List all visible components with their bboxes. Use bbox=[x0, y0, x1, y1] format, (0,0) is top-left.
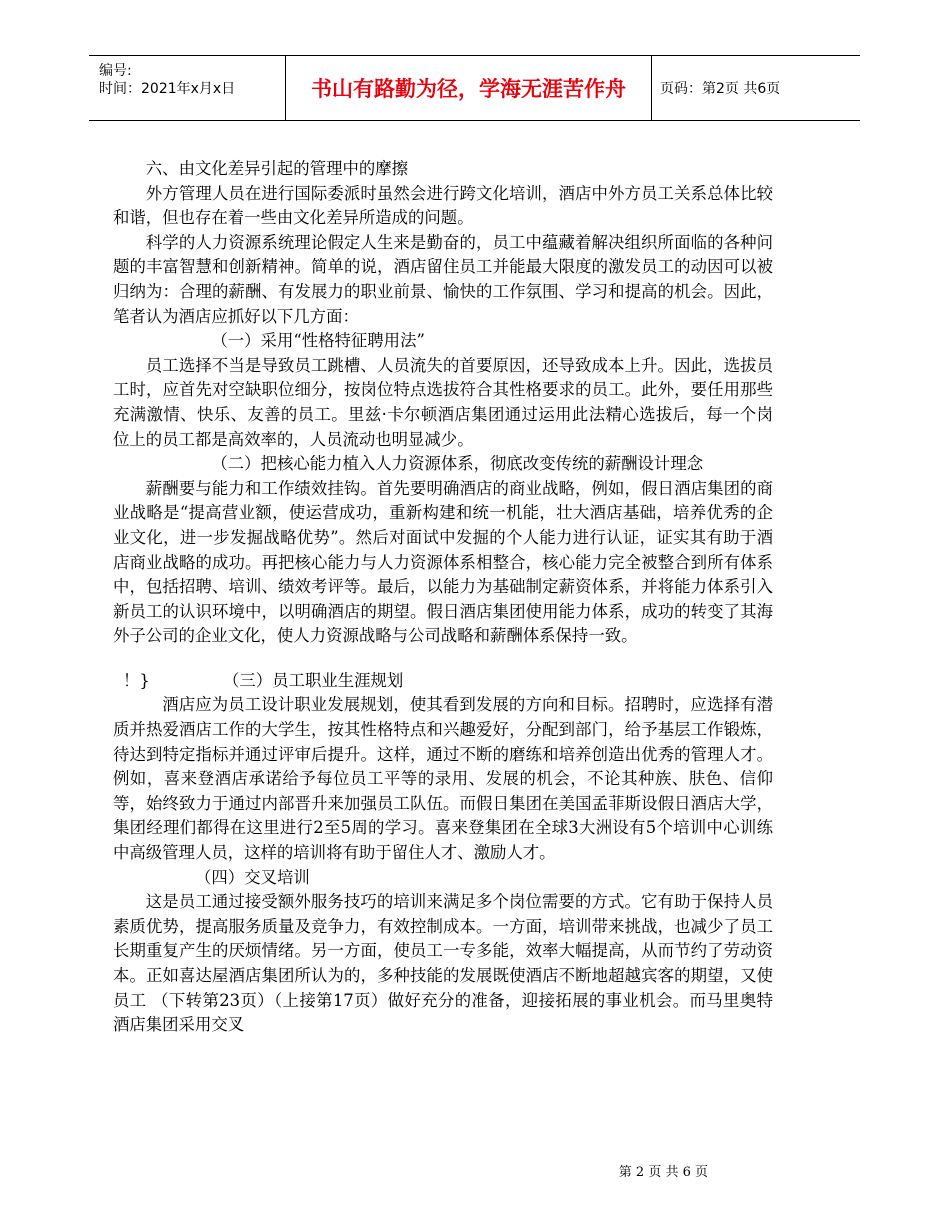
header-motto: 书山有路勤为径，学海无涯苦作舟 bbox=[285, 56, 652, 120]
paragraph: 员工选择不当是导致员工跳槽、人员流失的首要原因，还导致成本上升。因此，选拔员工时，应首先对空缺职位细分，按岗位特点选拔符合其性格要求的员工。此外，要任用那些充满激情、快乐、友善的员工。里兹·卡尔顿酒店集团通过运用此法精心选拔后，每一个岗位上的员工都是高效率的，人员流动也明显减少。 bbox=[113, 355, 773, 449]
subsection-heading-3-line bbox=[113, 669, 773, 694]
document-body bbox=[113, 157, 773, 1038]
subsection-heading-3: （三）员工职业生涯规划 bbox=[223, 670, 404, 690]
paragraph: 外方管理人员在进行国际委派时虽然会进行跨文化培训，酒店中外方员工关系总体比较和谐，但也存在着一些由文化差异所造成的问题。 bbox=[113, 183, 773, 228]
page-header bbox=[89, 55, 860, 121]
paragraph: 酒店应为员工设计职业发展规划，使其看到发展的方向和目标。招聘时，应选择有潜质并热爱酒店工作的大学生，按其性格特点和兴趣爱好，分配到部门，给予基层工作锻炼，待达到特定指标并通过评审后提升。这样，通过不断的磨练和培养创造出优秀的管理人才。例如，喜来登酒店承诺给予每位员工平等的录用、发展的机会，不论其种族、肤色、信仰等，始终致力于通过内部晋升来加强员工队伍。而假日集团在美国孟菲斯设假日酒店大学，集团经理们都得在这里进行2至5周的学习。喜来登集团在全球3大洲设有5个培训中心训练中高级管理人员，这样的培训将有助于留住人才、激励人才。 bbox=[113, 695, 773, 863]
paragraph: 这是员工通过接受额外服务技巧的培训来满足多个岗位需要的方式。它有助于保持人员素质优势，提高服务质量及竞争力，有效控制成本。一方面，培训带来挑战，也减少了员工长期重复产生的厌烦情绪。另一方面，使员工一专多能，效率大幅提高，从而节约了劳动资本。正如喜达屋酒店集团所认为的，多种技能的发展既使酒店不断地超越宾客的期望，又使员工 （下转第23页）（上接第17页）做好充分的准备，迎接拓展的事业机会。而马里奥特酒店集团采用交叉 bbox=[113, 892, 773, 1035]
page-footer-number: 第 2 页 共 6 页 bbox=[618, 1165, 708, 1180]
paragraph: 薪酬要与能力和工作绩效挂钩。首先要明确酒店的商业战略，例如，假日酒店集团的商业战略是“提高营业额，使运营成功，重新构建和统一机能，壮大酒店基础，培养优秀的企业文化，进一步发掘战略优势”。然后对面试中发掘的个人能力进行认证，证实其有助于酒店商业战略的成功。再把核心能力与人力资源体系相整合，核心能力完全被整合到所有体系中，包括招聘、培训、绩效考评等。最后，以能力为基础制定薪资体系，并将能力体系引入新员工的认识环境中，以明确酒店的期望。假日酒店集团使用能力体系，成功的转变了其海外子公司的企业文化，使人力资源战略与公司战略和薪酬体系保持一致。 bbox=[113, 478, 773, 646]
margin-mark: ！} bbox=[123, 670, 150, 690]
document-date-label: 时间：2021年x月x日 bbox=[99, 81, 236, 97]
document-number-label: 编号: bbox=[99, 63, 132, 79]
subsection-heading-4: （四）交叉培训 bbox=[195, 867, 310, 887]
subsection-heading-1: （一）采用“性格特征聘用法” bbox=[211, 331, 425, 351]
section-heading-six: 六、由文化差异引起的管理中的摩擦 bbox=[145, 159, 409, 178]
header-page-label: 页码：第2页 共6页 bbox=[660, 81, 781, 97]
header-left-cell bbox=[89, 56, 285, 120]
paragraph: 科学的人力资源系统理论假定人生来是勤奋的，员工中蕴藏着解决组织所面临的各种问题的丰富智慧和创新精神。简单的说，酒店留住员工并能最大限度的激发员工的动因可以被归纳为：合理的薪酬、有发展力的职业前景、愉快的工作氛围、学习和提高的机会。因此，笔者认为酒店应抓好以下几方面： bbox=[113, 232, 773, 326]
subsection-heading-2: （二）把核心能力植入人力资源体系，彻底改变传统的薪酬设计理念 bbox=[211, 454, 704, 474]
